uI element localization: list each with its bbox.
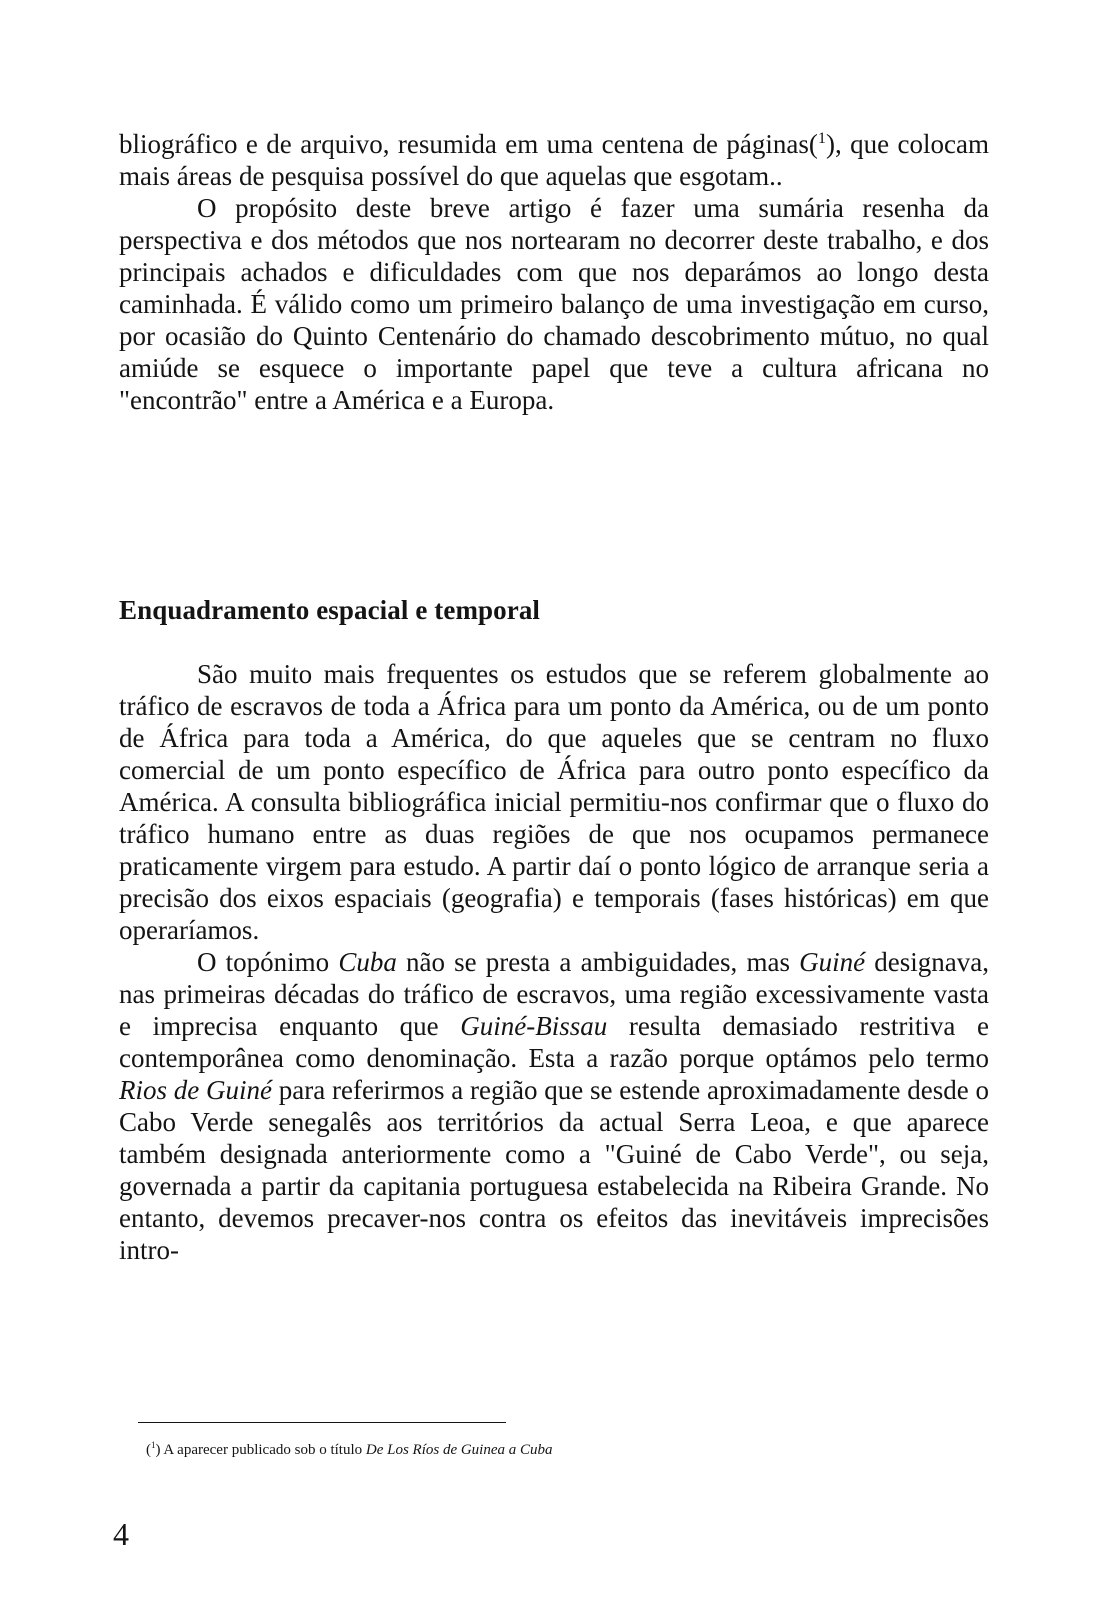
body-text-top <box>119 128 989 416</box>
italic-term: Rios de Guiné <box>119 1075 273 1105</box>
paragraph-text: ), que colocam mais áreas de pesquisa possível do que aquelas que esgotam.. <box>119 129 989 191</box>
footnote-divider <box>138 1422 506 1423</box>
italic-term: Cuba <box>338 947 397 977</box>
footnote-text: ) A aparecer publicado sob o título <box>155 1442 366 1458</box>
footnote-marker: 1 <box>151 1440 156 1450</box>
paragraph <box>119 946 989 1266</box>
paragraph-text: para referirmos a região que se estende aproximadamente desde o Cabo Verde senegalês aos territórios da actual Serra Leoa, e que aparece também designada anteriormente como a "Guiné de Cabo Verde", ou seja, governada a partir da capitania portuguesa estabelecida na Ribeira Grande. No entanto, devemos precaver-nos contra os efeitos das inevitáveis imprecisões intro- <box>119 1075 989 1265</box>
page-number: 4 <box>113 1516 129 1552</box>
italic-term: Guiné-Bissau <box>460 1011 608 1041</box>
footnote-title: De Los Ríos de Guinea a Cuba <box>365 1442 553 1458</box>
footnote <box>146 1440 553 1460</box>
body-text-section <box>119 658 989 1266</box>
paragraph: São muito mais frequentes os estudos que se referem globalmente ao tráfico de escravos de toda a África para um ponto da América, ou de um ponto de África para toda a América, do que aqueles que se centram no fluxo comercial de um ponto específico de África para outro ponto específico da América. A consulta bibliográfica inicial permitiu-nos confirmar que o fluxo do tráfico humano entre as duas regiões de que nos ocupamos permanece praticamente virgem para estudo. A partir daí o ponto lógico de arranque seria a precisão dos eixos espaciais (geografia) e temporais (fases históricas) em que operaríamos. <box>119 659 989 945</box>
section-heading: Enquadramento espacial e temporal <box>119 595 541 625</box>
paragraph-text: bliográfico e de arquivo, resumida em uma centena de páginas( <box>119 129 818 159</box>
paragraph-text: O topónimo <box>197 947 339 977</box>
italic-term: Guiné <box>799 947 866 977</box>
paragraph-continuation <box>119 128 989 192</box>
paragraph-text: não se presta a ambiguidades, mas <box>396 947 800 977</box>
paragraph: O propósito deste breve artigo é fazer uma sumária resenha da perspectiva e dos métodos que nos nortearam no decorrer deste trabalho, e dos principais achados e dificuldades com que nos deparámos ao longo desta caminhada. É válido como um primeiro balanço de uma investigação em curso, por ocasião do Quinto Centenário do chamado descobrimento mútuo, no qual amiúde se esquece o importante papel que teve a cultura africana no "encontrão" entre a América e a Europa. <box>119 193 989 415</box>
footnote-paren: ( <box>146 1442 151 1458</box>
footnote-reference: 1 <box>817 129 826 147</box>
paragraph-text: designava, nas primeiras décadas do tráfico de escravos, uma região excessivamente vasta e imprecisa enquanto que <box>119 947 989 1041</box>
paragraph-text: resulta demasiado restritiva e contemporânea como denominação. Esta a razão porque optámos pelo termo <box>119 1011 989 1073</box>
